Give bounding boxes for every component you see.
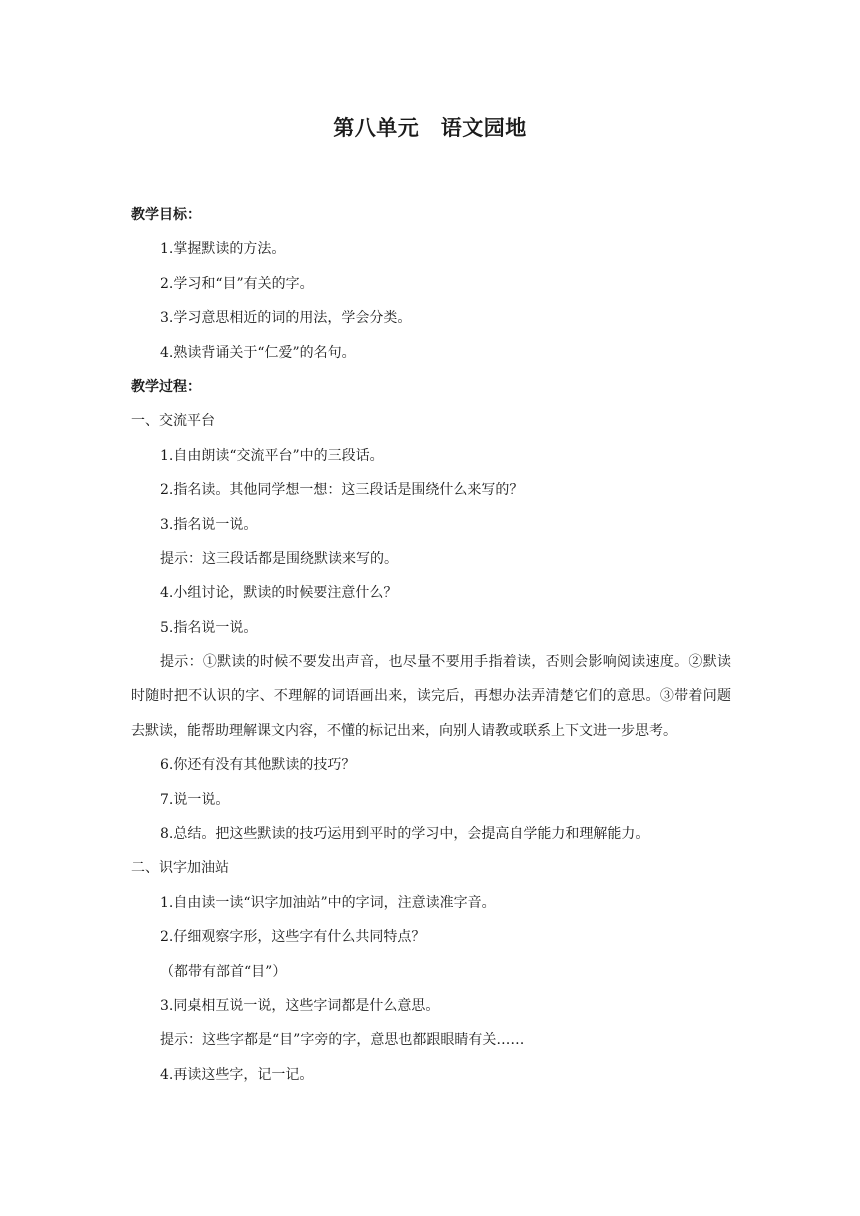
process-heading: 教学过程：: [131, 378, 201, 395]
objective-item: 2.学习和“目”有关的字。: [160, 275, 314, 292]
section-2-item: 4.再读这些字，记一记。: [160, 1066, 314, 1083]
section-1-item: 4.小组讨论，默读的时候要注意什么？: [160, 585, 398, 602]
section-2-item: 2.仔细观察字形，这些字有什么共同特点？: [160, 929, 426, 946]
section-1-item: 7.说一说。: [160, 791, 230, 808]
document-body: [131, 198, 731, 1092]
objective-item: 1.掌握默读的方法。: [160, 241, 286, 258]
section-1-item: 1.自由朗读“交流平台”中的三段话。: [160, 447, 384, 464]
default-reading-tips-paragraph: 提示：①默读的时候不要发出声音，也尽量不要用手指着读，否则会影响阅读速度。②默读时随时把不认识的字、不理解的词语画出来，读完后，再想办法弄清楚它们的意思。③带着问题去默读，能帮助理解课文内容，不懂的标记出来，向别人请教或联系上下文进一步思考。: [131, 654, 731, 739]
objective-item: 3.学习意思相近的词的用法，学会分类。: [160, 310, 412, 327]
section-1-item: 2.指名读。其他同学想一想：这三段话是围绕什么来写的？: [160, 482, 524, 499]
section-2-tip: 提示：这些字都是“目”字旁的字，意思也都跟眼睛有关……: [160, 1032, 525, 1049]
page-title: 第八单元 语文园地: [333, 116, 527, 140]
section-2-title: 二、识字加油站: [131, 860, 229, 877]
section-2-item: 3.同桌相互说一说，这些字词都是什么意思。: [160, 998, 440, 1015]
section-1-item: 8.总结。把这些默读的技巧运用到平时的学习中，会提高自学能力和理解能力。: [160, 826, 650, 843]
section-1-tip: 提示：这三段话都是围绕默读来写的。: [160, 550, 398, 567]
section-1-item: 5.指名说一说。: [160, 619, 258, 636]
objectives-heading: 教学目标：: [131, 207, 201, 223]
section-2-note: （都带有部首“目”）: [160, 963, 287, 980]
section-1-item: 3.指名说一说。: [160, 516, 258, 533]
objective-item: 4.熟读背诵关于“仁爱”的名句。: [160, 344, 356, 361]
section-2-item: 1.自由读一读“识字加油站”中的字词，注意读准字音。: [160, 894, 496, 911]
section-1-title: 一、交流平台: [131, 413, 215, 430]
section-1-item: 6.你还有没有其他默读的技巧？: [160, 757, 356, 774]
